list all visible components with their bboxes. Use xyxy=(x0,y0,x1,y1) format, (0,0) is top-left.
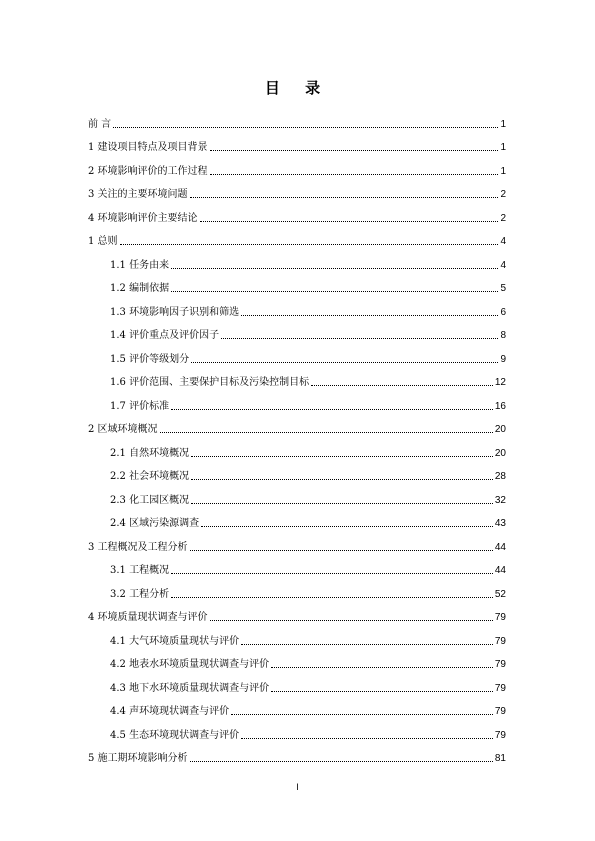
toc-entry-page-number: 79 xyxy=(494,729,506,741)
toc-entry-label: 2.3 化工园区概况 xyxy=(110,494,190,506)
toc-entry-page-number: 79 xyxy=(494,682,506,694)
dot-leader xyxy=(210,620,493,621)
dot-leader xyxy=(190,197,499,198)
toc-entry-page-number: 1 xyxy=(500,165,506,177)
dot-leader xyxy=(191,479,493,480)
toc-entry-page-number: 8 xyxy=(500,330,506,341)
dot-leader xyxy=(241,315,498,316)
toc-entry[interactable] xyxy=(88,436,506,460)
toc-entry-label: 3 关注的主要环境问题 xyxy=(88,189,188,200)
dot-leader xyxy=(231,714,493,715)
dot-leader xyxy=(191,456,493,457)
dot-leader xyxy=(191,503,493,504)
toc-entry[interactable] xyxy=(88,225,506,249)
toc-entry-page-number: 9 xyxy=(500,353,506,365)
toc-entry[interactable] xyxy=(88,272,506,296)
toc-entry[interactable] xyxy=(88,695,506,719)
dot-leader xyxy=(171,268,498,269)
toc-entry-label: 1.3 环境影响因子识别和筛选 xyxy=(110,306,240,318)
toc-entry-page-number: 79 xyxy=(494,635,506,647)
toc-entry-page-number: 2 xyxy=(500,189,506,200)
toc-entry-label: 2.4 区域污染源调查 xyxy=(110,518,200,529)
dot-leader xyxy=(113,127,498,128)
dot-leader xyxy=(171,573,493,574)
toc-entry-page-number: 1 xyxy=(500,118,506,130)
dot-leader xyxy=(210,174,499,175)
toc-entry-label: 1.7 评价标准 xyxy=(110,400,170,412)
toc-entry-page-number: 43 xyxy=(494,518,506,529)
toc-entry-label: 1.5 评价等级划分 xyxy=(110,353,190,365)
toc-entry[interactable] xyxy=(88,671,506,695)
toc-entry-page-number: 4 xyxy=(500,236,506,247)
toc-entry-label: 2.2 社会环境概况 xyxy=(110,471,190,482)
toc-entry[interactable] xyxy=(88,389,506,413)
toc-entry-label: 4.2 地表水环境质量现状调查与评价 xyxy=(110,659,270,670)
toc-entry[interactable] xyxy=(88,319,506,343)
toc-entry[interactable] xyxy=(88,413,506,437)
toc-entry[interactable] xyxy=(88,718,506,742)
dot-leader xyxy=(120,244,499,245)
toc-entry[interactable] xyxy=(88,554,506,578)
page-footer-number: I xyxy=(296,782,299,792)
dot-leader xyxy=(160,432,493,433)
toc-entry-label: 4 环境影响评价主要结论 xyxy=(88,212,198,224)
dot-leader xyxy=(201,526,493,527)
toc-entry-label: 1.4 评价重点及评价因子 xyxy=(110,330,220,341)
toc-entry[interactable] xyxy=(88,624,506,648)
toc-title: 目 录 xyxy=(264,79,331,97)
toc-entry[interactable] xyxy=(88,107,506,131)
toc-entry-page-number: 79 xyxy=(494,612,506,623)
toc-entry-label: 2.1 自然环境概况 xyxy=(110,447,190,459)
toc-entry[interactable] xyxy=(88,131,506,155)
toc-entry-label: 5 施工期环境影响分析 xyxy=(88,753,188,764)
toc-entry-label: 1 建设项目特点及项目背景 xyxy=(88,142,208,153)
dot-leader xyxy=(271,691,493,692)
dot-leader xyxy=(171,409,493,410)
toc-entry[interactable] xyxy=(88,742,506,766)
toc-entry[interactable] xyxy=(88,178,506,202)
toc-entry[interactable] xyxy=(88,601,506,625)
toc-entry-page-number: 44 xyxy=(494,565,506,576)
toc-entry-label: 4.1 大气环境质量现状与评价 xyxy=(110,635,240,647)
toc-entry-label: 前 言 xyxy=(88,118,112,130)
toc-entry-page-number: 28 xyxy=(494,471,506,482)
dot-leader xyxy=(271,667,493,668)
toc-entry[interactable] xyxy=(88,648,506,672)
dot-leader xyxy=(241,738,493,739)
toc-entry-page-number: 79 xyxy=(494,659,506,670)
dot-leader xyxy=(190,761,493,762)
toc-entry-label: 1.6 评价范围、主要保护目标及污染控制目标 xyxy=(110,377,310,388)
toc-entry[interactable] xyxy=(88,248,506,272)
toc-entry-page-number: 81 xyxy=(494,753,506,764)
toc-entry-label: 3.2 工程分析 xyxy=(110,588,170,600)
dot-leader xyxy=(210,150,499,151)
toc-entry[interactable] xyxy=(88,460,506,484)
toc-entry-label: 4.5 生态环境现状调查与评价 xyxy=(110,729,240,741)
toc-entry[interactable] xyxy=(88,507,506,531)
toc-entry-label: 1.2 编制依据 xyxy=(110,283,170,294)
toc-entry[interactable] xyxy=(88,577,506,601)
toc-entry-page-number: 79 xyxy=(494,706,506,717)
toc-entry-page-number: 12 xyxy=(494,377,506,388)
dot-leader xyxy=(241,644,493,645)
toc-entry-label: 2 区域环境概况 xyxy=(88,424,158,435)
toc-entry-page-number: 52 xyxy=(494,588,506,600)
toc-entry[interactable] xyxy=(88,483,506,507)
toc-entry[interactable] xyxy=(88,342,506,366)
toc-entry[interactable] xyxy=(88,530,506,554)
dot-leader xyxy=(171,291,498,292)
toc-entry-page-number: 20 xyxy=(494,447,506,459)
toc-entry[interactable] xyxy=(88,366,506,390)
toc-entry-page-number: 4 xyxy=(500,259,506,271)
toc-entry-label: 4.3 地下水环境质量现状调查与评价 xyxy=(110,682,270,694)
toc-entry[interactable] xyxy=(88,201,506,225)
toc-entry-label: 3.1 工程概况 xyxy=(110,565,170,576)
toc-entry-page-number: 6 xyxy=(500,306,506,318)
toc-entry-page-number: 5 xyxy=(500,283,506,294)
dot-leader xyxy=(200,221,499,222)
table-of-contents xyxy=(88,107,506,765)
toc-entry-page-number: 32 xyxy=(494,494,506,506)
toc-entry-page-number: 16 xyxy=(494,400,506,412)
toc-entry-label: 1 总则 xyxy=(88,236,118,247)
dot-leader xyxy=(221,338,498,339)
toc-entry-page-number: 2 xyxy=(500,212,506,224)
toc-entry[interactable] xyxy=(88,295,506,319)
toc-entry-label: 4.4 声环境现状调查与评价 xyxy=(110,706,230,717)
toc-entry[interactable] xyxy=(88,154,506,178)
toc-entry-page-number: 20 xyxy=(494,424,506,435)
toc-entry-label: 4 环境质量现状调查与评价 xyxy=(88,612,208,623)
toc-entry-page-number: 1 xyxy=(500,142,506,153)
dot-leader xyxy=(171,597,493,598)
toc-entry-label: 2 环境影响评价的工作过程 xyxy=(88,165,208,177)
toc-entry-label: 1.1 任务由来 xyxy=(110,259,170,271)
toc-entry-label: 3 工程概况及工程分析 xyxy=(88,541,188,553)
dot-leader xyxy=(311,385,493,386)
dot-leader xyxy=(191,362,498,363)
toc-entry-page-number: 44 xyxy=(494,541,506,553)
dot-leader xyxy=(190,550,493,551)
